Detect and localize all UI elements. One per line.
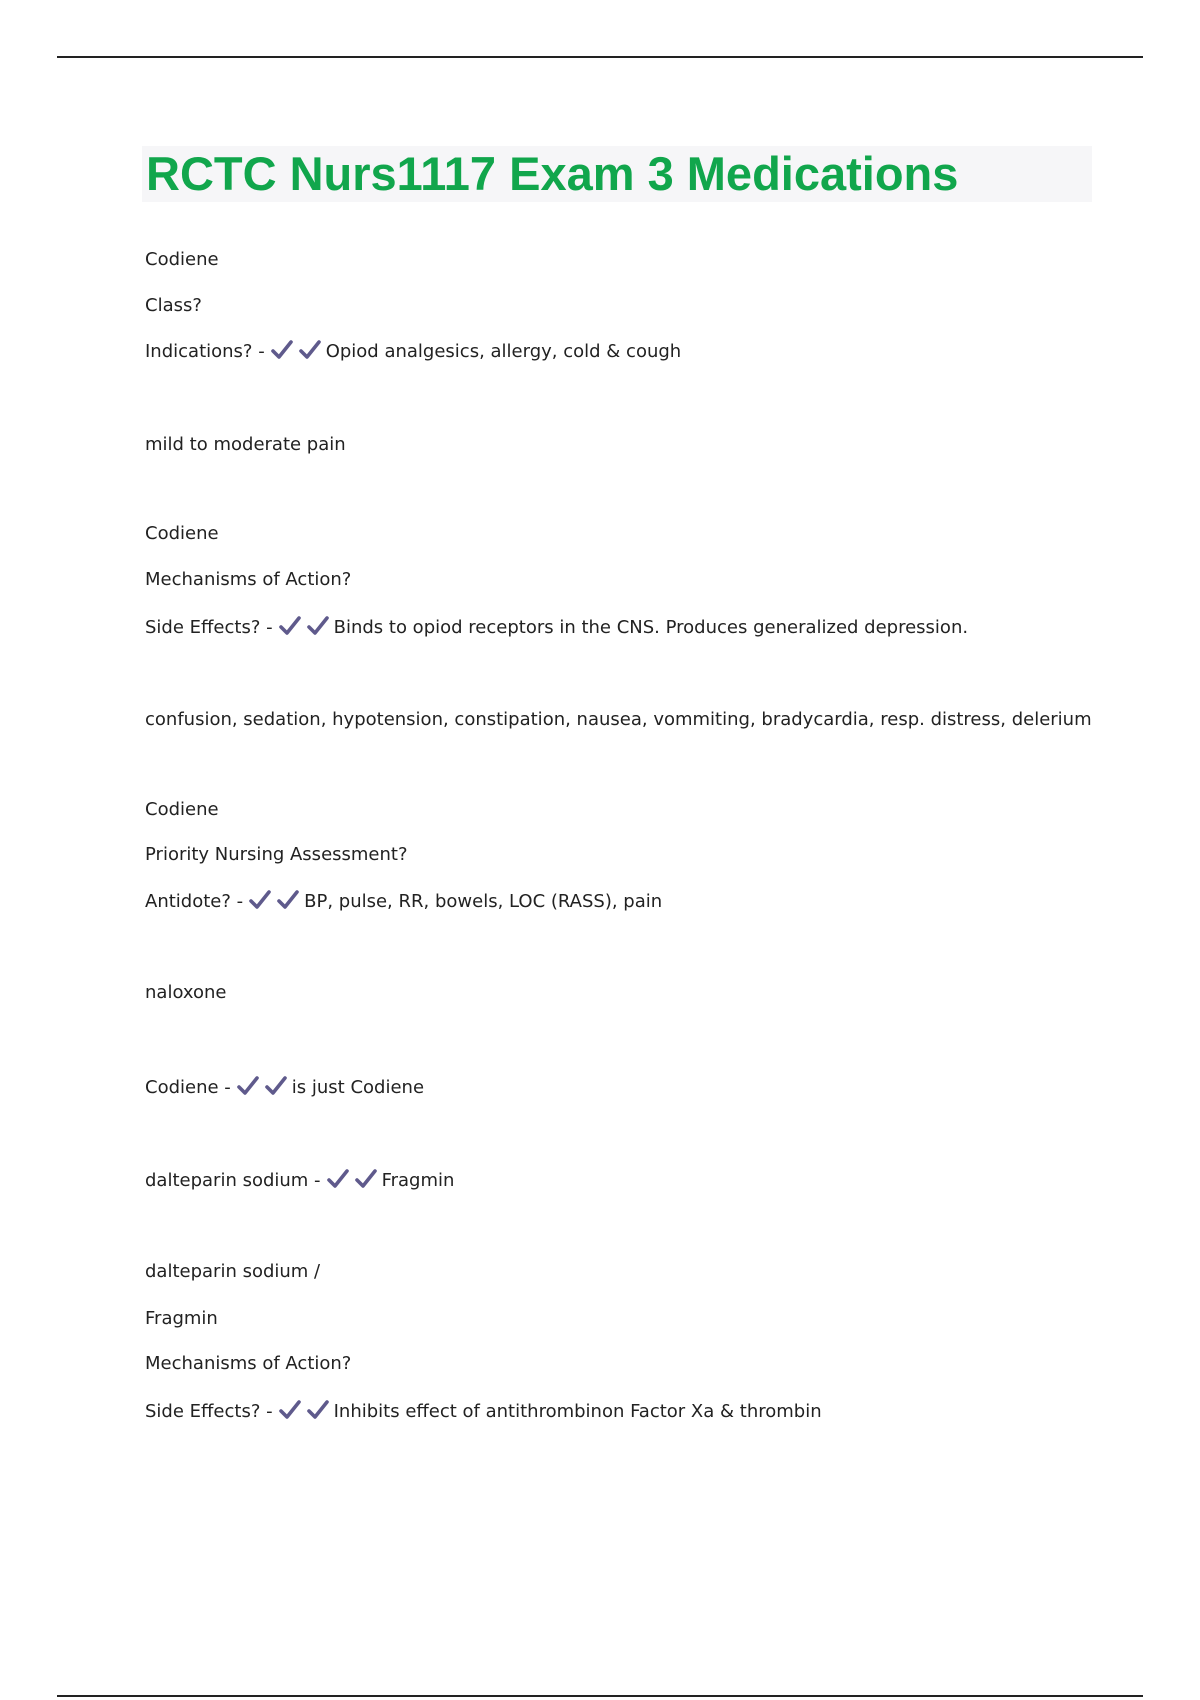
line-label: naloxone — [145, 982, 227, 1003]
qa-line — [145, 340, 681, 364]
check-icon — [299, 340, 321, 360]
question-prefix: Codiene - — [145, 1077, 231, 1098]
line-text — [145, 798, 219, 822]
check-icon — [307, 616, 329, 636]
line-text — [145, 708, 1092, 732]
qa-line — [145, 616, 968, 640]
line-text — [145, 1352, 351, 1376]
header-rule — [57, 56, 1143, 58]
question-prefix: Side Effects? - — [145, 1401, 273, 1422]
line-label: Class? — [145, 295, 202, 316]
check-icon — [265, 1076, 287, 1096]
document-title: RCTC Nurs1117 Exam 3 Medications — [146, 147, 959, 200]
line-text — [145, 981, 227, 1005]
answer-text: Fragmin — [381, 1170, 455, 1191]
check-icon — [327, 1169, 349, 1189]
line-label: dalteparin sodium / — [145, 1261, 321, 1282]
line-text — [145, 522, 219, 546]
line-text — [145, 294, 202, 318]
qa-line — [145, 1169, 454, 1193]
answer-text: Opiod analgesics, allergy, cold & cough — [325, 341, 682, 362]
line-label: Mechanisms of Action? — [145, 1353, 352, 1374]
question-prefix: dalteparin sodium - — [145, 1170, 321, 1191]
line-label: Priority Nursing Assessment? — [145, 844, 408, 865]
line-text — [145, 433, 346, 457]
line-label: Codiene — [145, 799, 219, 820]
line-label: mild to moderate pain — [145, 434, 346, 455]
check-icon — [279, 616, 301, 636]
check-icon — [237, 1076, 259, 1096]
line-label: Codiene — [145, 249, 219, 270]
check-icon — [249, 890, 271, 910]
answer-text: Binds to opiod receptors in the CNS. Produces generalized depression. — [333, 617, 969, 638]
title-banner — [142, 146, 1092, 202]
line-text — [145, 568, 351, 592]
line-label: confusion, sedation, hypotension, constipation, nausea, vommiting, bradycardia, resp. distress, delerium — [145, 709, 1092, 730]
footer-rule — [57, 1695, 1143, 1697]
answer-text: Inhibits effect of antithrombinon Factor Xa & thrombin — [333, 1401, 822, 1422]
qa-line — [145, 1400, 822, 1424]
question-prefix: Indications? - — [145, 341, 265, 362]
check-icon — [277, 890, 299, 910]
qa-line — [145, 1076, 424, 1100]
line-label: Fragmin — [145, 1308, 218, 1329]
line-label: Mechanisms of Action? — [145, 569, 352, 590]
answer-text: BP, pulse, RR, bowels, LOC (RASS), pain — [304, 891, 663, 912]
question-prefix: Side Effects? - — [145, 617, 273, 638]
line-text — [145, 1260, 320, 1284]
question-prefix: Antidote? - — [145, 891, 244, 912]
check-icon — [307, 1400, 329, 1420]
line-text — [145, 248, 219, 272]
check-icon — [279, 1400, 301, 1420]
line-text — [145, 843, 408, 867]
line-text — [145, 1307, 218, 1331]
check-icon — [355, 1169, 377, 1189]
answer-text: is just Codiene — [291, 1077, 425, 1098]
check-icon — [271, 340, 293, 360]
line-label: Codiene — [145, 523, 219, 544]
qa-line — [145, 890, 662, 914]
